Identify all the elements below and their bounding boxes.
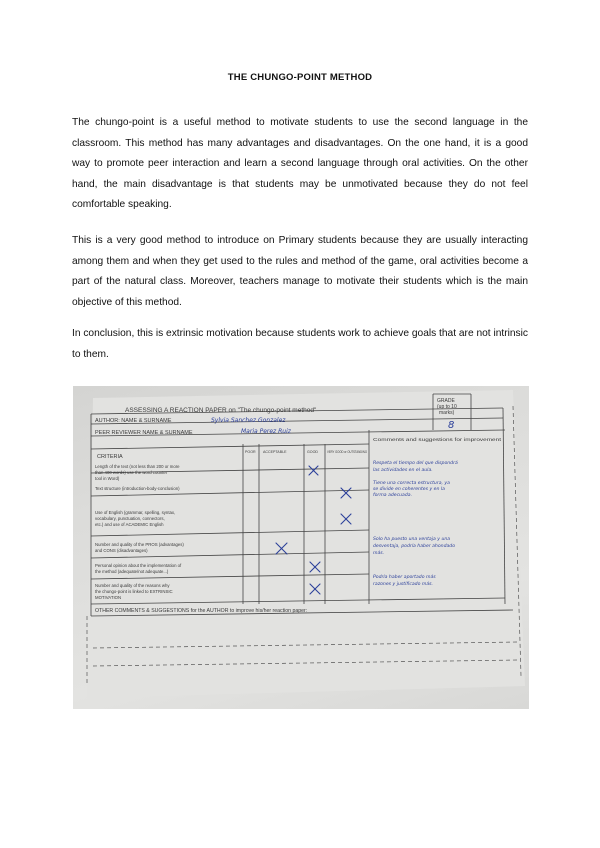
row4-comment-3: más. xyxy=(373,551,385,556)
row4-comment-1: Solo ha puesto una ventaja y una xyxy=(373,537,451,542)
row4-comment-2: desventaja, podría haber ahondado xyxy=(373,544,456,549)
paragraph-conclusion: In conclusion, this is extrinsic motivation because students work to achieve goals that are not intrinsic to them. xyxy=(72,328,528,360)
row2-comment-1: Tiene una correcta estructura, ya xyxy=(373,481,450,486)
row6-criteria-1: Number and quality of the reasons why xyxy=(95,583,170,588)
row6-comment-1: Podría haber aportado más xyxy=(373,575,436,580)
grade-label-1: GRADE xyxy=(437,398,455,404)
row6-criteria-2: the chungo-point is linked to EXTRINSIC xyxy=(95,589,173,594)
author-label: AUTHOR: NAME & SURNAME xyxy=(95,418,172,424)
paragraph-intro: The chungo-point is a useful method to motivate students to use the second language in the classroom. This method has many advantages and disadvantages. On the one hand, it is a good way to promote peer interaction and learn a second language through oral activities. On the other hand, the main disadvantage is that students may be unmotivated because they do not feel comfortable speaking. xyxy=(72,117,528,210)
author-value: Sylvia Sanchez Gonzalez xyxy=(211,417,286,424)
col-comments: Comments and suggestions for improvement xyxy=(373,437,503,442)
row1-comment-1: Respeta el tiempo del que dispondrá xyxy=(373,461,458,466)
row1-comment-2: las actividades en el aula. xyxy=(373,468,433,473)
row6-comment-2: razones y justificado más. xyxy=(373,582,433,587)
grade-label-3: marks) xyxy=(439,410,455,416)
row1-criteria-3: tool in Word) xyxy=(95,476,120,481)
row3-criteria-3: etc.) and use of ACADEMIC English xyxy=(95,522,164,527)
row2-comment-3: forma adecuada. xyxy=(373,493,413,498)
row4-criteria-1: Number and quality of the PROS (advantages) xyxy=(95,542,184,547)
evaluation-form-photo xyxy=(73,386,529,709)
row1-criteria-1: Length of the text (not less than 200 or more xyxy=(95,464,180,469)
grade-label-2: (up to 10 xyxy=(437,404,457,410)
row3-criteria-2: vocabulary, punctuation, connectors, xyxy=(95,516,165,521)
grade-value: 8 xyxy=(448,420,455,431)
col-good: GOOD xyxy=(307,450,318,454)
row2-comment-2: se divide en coherentes y en la xyxy=(373,487,445,492)
row1-criteria-2: than 400 words) use the word counter xyxy=(95,470,168,475)
col-criteria: CRITERIA xyxy=(97,454,123,460)
paragraph-body: This is a very good method to introduce on Primary students because they are usually interacting among them and when they get used to the rules and method of the game, oral activities become a part of the natural class. Moreover, teachers manage to motivate their students which is the main objective of this method. xyxy=(72,235,528,308)
form-drawing xyxy=(73,386,529,709)
form-footer: OTHER COMMENTS & SUGGESTIONS for the AUTHOR to improve his/her reaction paper: xyxy=(95,608,308,614)
row3-criteria-1: Use of English (grammar, spelling, syntax, xyxy=(95,510,176,515)
form-heading: ASSESSING A REACTION PAPER on "The chungo-point method" xyxy=(125,407,317,414)
peer-value: Maria Perez Ruiz xyxy=(241,428,291,435)
col-poor: POOR xyxy=(245,450,256,454)
row6-criteria-3: MOTIVATION xyxy=(95,595,122,600)
col-acceptable: ACCEPTABLE xyxy=(263,450,287,454)
row5-criteria-1: Personal opinion about the implementation of xyxy=(95,563,182,568)
row5-criteria-2: the method (adequate/not adequate...) xyxy=(95,569,169,574)
col-very-good: VERY GOOD or OUTSTANDING xyxy=(327,450,368,454)
row4-criteria-2: and CONS (disadvantages) xyxy=(95,548,148,553)
peer-label: PEER REVIEWER NAME & SURNAME xyxy=(95,430,193,436)
row2-criteria-1: Text structure (introduction-body-conclusion) xyxy=(95,486,180,491)
document-title: THE CHUNGO-POINT METHOD xyxy=(227,72,373,83)
